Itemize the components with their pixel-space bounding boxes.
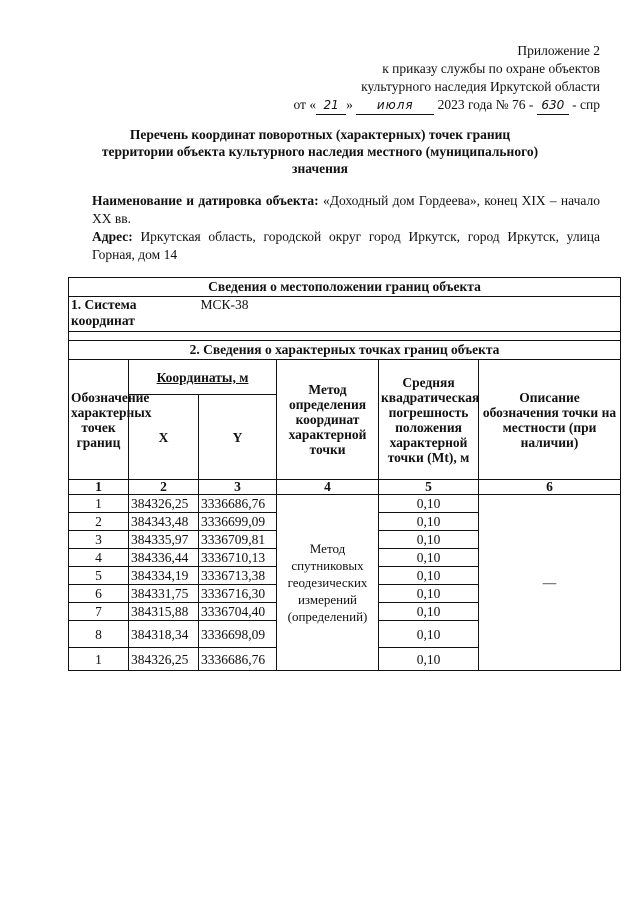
date-day-handwritten: 21 [316,96,346,115]
coord-y: 3336698,09 [199,621,277,648]
error-value: 0,10 [379,549,479,567]
order-number-handwritten: 630 [537,96,569,115]
appendix-line2: к приказу службы по охране объектов [382,61,600,76]
col-number-4: 4 [277,480,379,495]
coord-x: 384331,75 [129,585,199,603]
appendix-date-line [293,96,600,115]
header-x: X [129,395,199,480]
point-number: 1 [69,495,129,513]
header-error: Средняя квадратическая погрешность положения характерной точки (Mt), м [379,360,479,480]
point-number: 1 [69,648,129,671]
system-value-cell [199,297,621,332]
coord-y: 3336716,30 [199,585,277,603]
error-value: 0,10 [379,531,479,549]
error-value: 0,10 [379,603,479,621]
col-number-5: 5 [379,480,479,495]
appendix-line1: Приложение 2 [517,43,600,58]
point-number: 8 [69,621,129,648]
coord-x: 384343,48 [129,513,199,531]
coordinates-table [68,277,621,671]
title-line1: Перечень координат поворотных (характерных) точек границ [129,127,511,142]
coord-x: 384315,88 [129,603,199,621]
appendix-header [293,42,600,115]
col-number-2: 2 [129,480,199,495]
point-number: 6 [69,585,129,603]
coord-x: 384336,44 [129,549,199,567]
coord-y: 3336686,76 [199,495,277,513]
order-suffix: - спр [572,97,600,112]
header-y: Y [199,395,277,480]
coord-x: 384318,34 [129,621,199,648]
point-number: 7 [69,603,129,621]
coord-y: 3336699,09 [199,513,277,531]
spacer-row [69,332,621,341]
coord-x: 384334,19 [129,567,199,585]
point-number: 5 [69,567,129,585]
error-value: 0,10 [379,567,479,585]
coord-y: 3336713,38 [199,567,277,585]
coord-x: 384335,97 [129,531,199,549]
description-cell: — [479,495,621,671]
coord-x: 384326,25 [129,495,199,513]
header-description: Описание обозначения точки на местности (при наличии) [479,360,621,480]
date-month-handwritten: июля [356,96,434,115]
error-value: 0,10 [379,495,479,513]
point-number: 4 [69,549,129,567]
system-label: 1. Система координат [69,297,199,332]
object-address-value: Иркутская область, городской округ город Иркутск, город Иркутск, улица Горная, дом 14 [92,229,601,262]
title-line3: значения [292,161,348,176]
section2-title: 2. Сведения о характерных точках границ объекта [69,341,621,360]
header-method: Метод определения координат характерной точки [277,360,379,480]
object-info [92,192,600,264]
appendix-line3: культурного наследия Иркутской области [361,79,600,94]
coord-x: 384326,25 [129,648,199,671]
section1-title: Сведения о местоположении границ объекта [69,278,621,297]
title-line2: территории объекта культурного наследия местного (муниципального) [101,144,539,159]
object-name [92,192,600,228]
table-row [69,495,621,513]
error-value: 0,10 [379,513,479,531]
col-number-6: 6 [479,480,621,495]
col-number-1: 1 [69,480,129,495]
method-cell: Метод спутниковых геодезических измерений (определений) [277,495,379,671]
object-name-value: «Доходный дом Гордеева», конец XIX – начало XX вв. [92,193,600,226]
header-coords-label: Координаты, м [156,369,249,385]
document-title [70,126,570,177]
point-number: 3 [69,531,129,549]
header-designation: Обозначение характерных точек границ [69,360,129,480]
object-name-label: Наименование и датировка объекта: [92,193,319,208]
date-mid: » [346,97,353,112]
header-coords [129,360,277,395]
error-value: 0,10 [379,621,479,648]
coord-y: 3336709,81 [199,531,277,549]
coord-y: 3336710,13 [199,549,277,567]
object-address [92,228,600,264]
date-prefix: от « [293,97,317,112]
col-number-3: 3 [199,480,277,495]
object-address-label: Адрес: [92,229,133,244]
error-value: 0,10 [379,648,479,671]
coord-y: 3336704,40 [199,603,277,621]
system-value: МСК-38 [200,297,249,312]
point-number: 2 [69,513,129,531]
date-year: 2023 года № 76 - [437,97,534,112]
error-value: 0,10 [379,585,479,603]
coord-y: 3336686,76 [199,648,277,671]
